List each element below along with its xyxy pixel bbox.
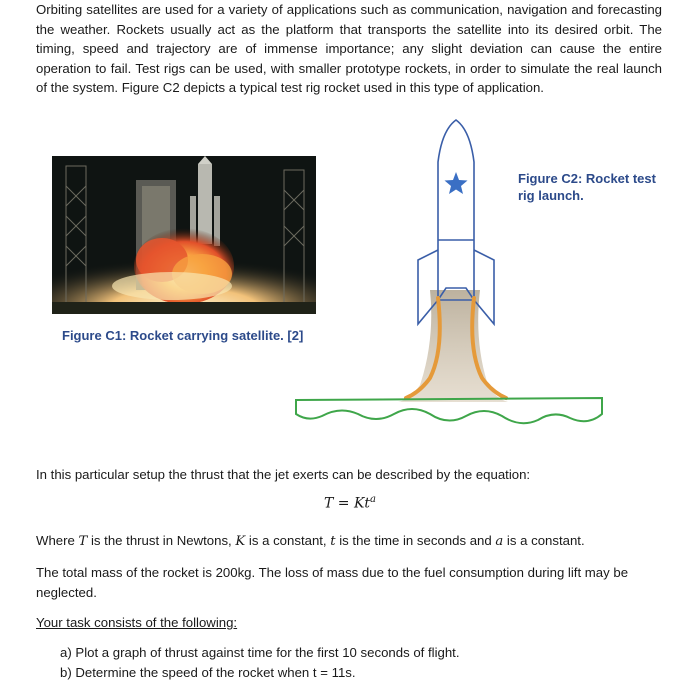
equation-exponent: a (370, 494, 377, 505)
where-text-3: is a constant, (245, 533, 331, 548)
exhaust-smoke (398, 290, 508, 402)
equation-rhs: Kt (353, 495, 371, 512)
task-text: Determine the speed of the rocket when t = 11s. (75, 665, 356, 680)
thrust-text: In this particular setup the thrust that the jet exerts can be described by the equation: (36, 467, 531, 482)
test-rig-diagram (270, 110, 630, 440)
rocket-body (438, 120, 474, 300)
task-marker: b) (60, 665, 72, 680)
mass-text: The total mass of the rocket is 200kg. The loss of mass due to the fuel consumption during lift may be neglected. (36, 565, 629, 600)
star-icon (445, 172, 468, 194)
where-text-2: is the thrust in Newtons, (87, 533, 236, 548)
task-list (60, 643, 460, 683)
task-item-b (60, 663, 460, 683)
where-text-4: is the time in seconds and (335, 533, 496, 548)
thrust-equation (0, 494, 700, 512)
var-a: a (495, 534, 504, 549)
var-K: K (235, 534, 246, 549)
where-text-5: is a constant. (503, 533, 585, 548)
var-T: T (78, 534, 88, 549)
task-marker: a) (60, 645, 72, 660)
where-text-1: Where (36, 533, 79, 548)
where-text (36, 531, 662, 552)
task-item-a (60, 643, 460, 663)
equation-thrust-symbol: T (323, 495, 334, 512)
equation-equals: = (333, 495, 354, 512)
intro-paragraph: Orbiting satellites are used for a variety of applications such as communication, navigation and forecasting the weather. Rockets usually act as the platform that transports the satellite into its desired orbit. The timing, speed and trajectory are of immense importance; any slight deviation can cause the entire operation to fail. Test rigs can be used, with smaller prototype rockets, in order to simulate the real launch of the system. Figure C2 depicts a typical test rig rocket used in this type of application. (36, 2, 662, 96)
figure-c1-caption: Figure C1: Rocket carrying satellite. [2] (62, 328, 304, 343)
task-heading: Your task consists of the following: (36, 615, 238, 630)
task-text: Plot a graph of thrust against time for the first 10 seconds of flight. (75, 645, 460, 660)
figure-c2-caption: Figure C2: Rocket test rig launch. (518, 171, 656, 203)
var-t: t (330, 534, 336, 549)
